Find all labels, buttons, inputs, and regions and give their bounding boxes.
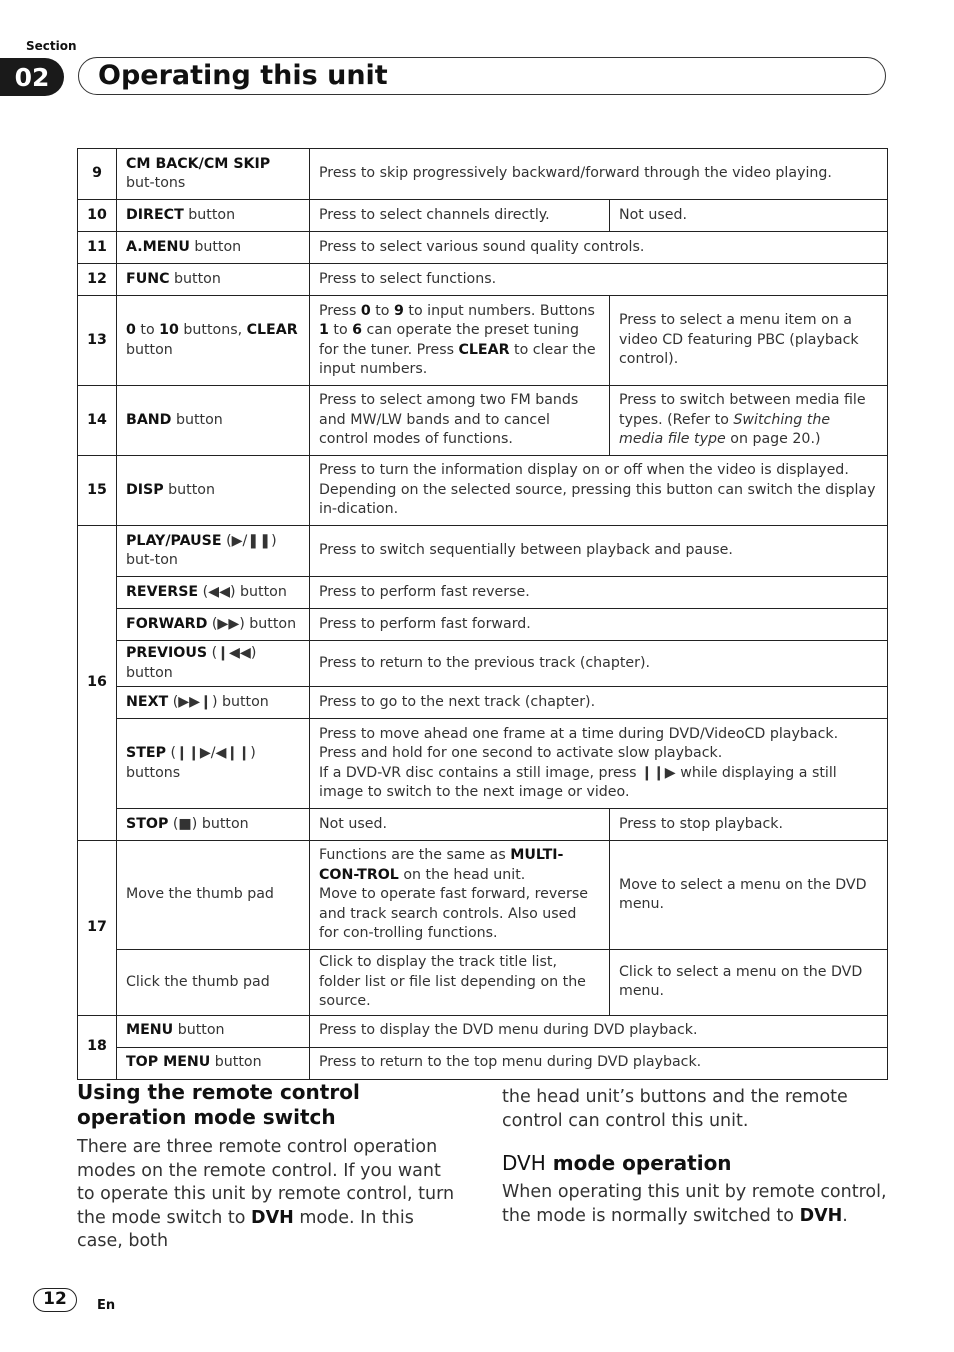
table-row — [78, 950, 888, 1016]
description: Press to select among two FM bands and MW/LW bands and to cancel control modes of functions. — [310, 386, 610, 456]
control-name: FORWARD (▶▶) button — [117, 609, 310, 641]
table-row — [78, 609, 888, 641]
table-row — [78, 809, 888, 841]
table-row — [78, 149, 888, 200]
page-number: 12 — [33, 1288, 77, 1312]
page-title: Operating this unit — [98, 60, 388, 91]
description-alt: Move to select a menu on the DVD menu. — [610, 841, 888, 950]
button-function-table — [77, 148, 888, 1080]
description: Press to select various sound quality controls. — [310, 232, 888, 264]
control-name: DISP button — [117, 456, 310, 526]
table-row — [78, 456, 888, 526]
description: Press to turn the information display on or off when the video is displayed. Depending on the selected source, pressing this button can switch the display in-dication. — [310, 456, 888, 526]
control-name: DIRECT button — [117, 200, 310, 232]
description: Press to select channels directly. — [310, 200, 610, 232]
description: Click to display the track title list, folder list or file list depending on the source. — [310, 950, 610, 1016]
row-number: 11 — [78, 232, 117, 264]
control-name: MENU button — [117, 1015, 310, 1047]
table-row — [78, 386, 888, 456]
control-name: Move the thumb pad — [117, 841, 310, 950]
table-row — [78, 577, 888, 609]
control-name: BAND button — [117, 386, 310, 456]
row-number: 14 — [78, 386, 117, 456]
description: Press to skip progressively backward/forward through the video playing. — [310, 149, 888, 200]
section-heading: DVH mode operation — [502, 1151, 732, 1175]
table-row — [78, 687, 888, 719]
section-number-tab: 02 — [0, 58, 64, 96]
description: Press to move ahead one frame at a time during DVD/VideoCD playback. Press and hold for one second to activate slow playback. If a DVD-VR disc contains a still image, press ❙❙▶ while displaying a still image to switch to the next image or video. — [310, 719, 888, 809]
description: Press to return to the top menu during DVD playback. — [310, 1047, 888, 1079]
description-alt: Not used. — [610, 200, 888, 232]
language-label: En — [97, 1298, 116, 1313]
description: Press to perform fast reverse. — [310, 577, 888, 609]
description: Press 0 to 9 to input numbers. Buttons 1 to 6 can operate the preset tuning for the tuner. Press CLEAR to clear the input numbers. — [310, 296, 610, 386]
row-number: 10 — [78, 200, 117, 232]
row-number: 12 — [78, 264, 117, 296]
control-name: CM BACK/CM SKIP but-tons — [117, 149, 310, 200]
description: Functions are the same as MULTI-CON-TROL on the head unit. Move to operate fast forward, reverse and track search controls. Also used for con-trolling functions. — [310, 841, 610, 950]
control-name: FUNC button — [117, 264, 310, 296]
description-alt: Press to switch between media file types. (Refer to Switching the media file type on page 20.) — [610, 386, 888, 456]
description-alt: Press to stop playback. — [610, 809, 888, 841]
control-name: A.MENU button — [117, 232, 310, 264]
table-row — [78, 719, 888, 809]
control-name: PREVIOUS (❙◀◀) button — [117, 641, 310, 687]
left-column — [77, 1080, 462, 1254]
description: Press to perform fast forward. — [310, 609, 888, 641]
row-number: 17 — [78, 841, 117, 1016]
description: Press to go to the next track (chapter). — [310, 687, 888, 719]
section-heading: Using the remote control operation mode switch — [77, 1080, 360, 1129]
row-number: 15 — [78, 456, 117, 526]
paragraph: When operating this unit by remote control, the mode is normally switched to DVH. — [502, 1182, 887, 1226]
control-name: 0 to 10 buttons, CLEAR button — [117, 296, 310, 386]
table-row — [78, 641, 888, 687]
description-alt: Press to select a menu item on a video CD featuring PBC (playback control). — [610, 296, 888, 386]
description: Press to display the DVD menu during DVD playback. — [310, 1015, 888, 1047]
control-name: NEXT (▶▶❙) button — [117, 687, 310, 719]
row-number: 13 — [78, 296, 117, 386]
row-number: 18 — [78, 1015, 117, 1079]
table-row — [78, 841, 888, 950]
control-name: TOP MENU button — [117, 1047, 310, 1079]
table-row — [78, 1015, 888, 1047]
right-column — [502, 1086, 894, 1228]
paragraph: the head unit’s buttons and the remote control can control this unit. — [502, 1087, 848, 1131]
section-label: Section — [26, 39, 77, 53]
control-name: Click the thumb pad — [117, 950, 310, 1016]
control-name: REVERSE (◀◀) button — [117, 577, 310, 609]
control-name: PLAY/PAUSE (▶/❚❚) but-ton — [117, 526, 310, 577]
control-name: STOP (■) button — [117, 809, 310, 841]
table-row — [78, 296, 888, 386]
description-alt: Click to select a menu on the DVD menu. — [610, 950, 888, 1016]
table-row — [78, 200, 888, 232]
table-row — [78, 264, 888, 296]
description: Press to return to the previous track (chapter). — [310, 641, 888, 687]
control-name: STEP (❙❙▶/◀❙❙) buttons — [117, 719, 310, 809]
table-row — [78, 232, 888, 264]
description: Press to switch sequentially between playback and pause. — [310, 526, 888, 577]
paragraph: There are three remote control operation modes on the remote control. If you want to operate this unit by remote control, turn the mode switch to DVH mode. In this case, both — [77, 1137, 455, 1251]
row-number: 16 — [78, 526, 117, 841]
table-row — [78, 1047, 888, 1079]
table-row — [78, 526, 888, 577]
description: Not used. — [310, 809, 610, 841]
row-number: 9 — [78, 149, 117, 200]
description: Press to select functions. — [310, 264, 888, 296]
